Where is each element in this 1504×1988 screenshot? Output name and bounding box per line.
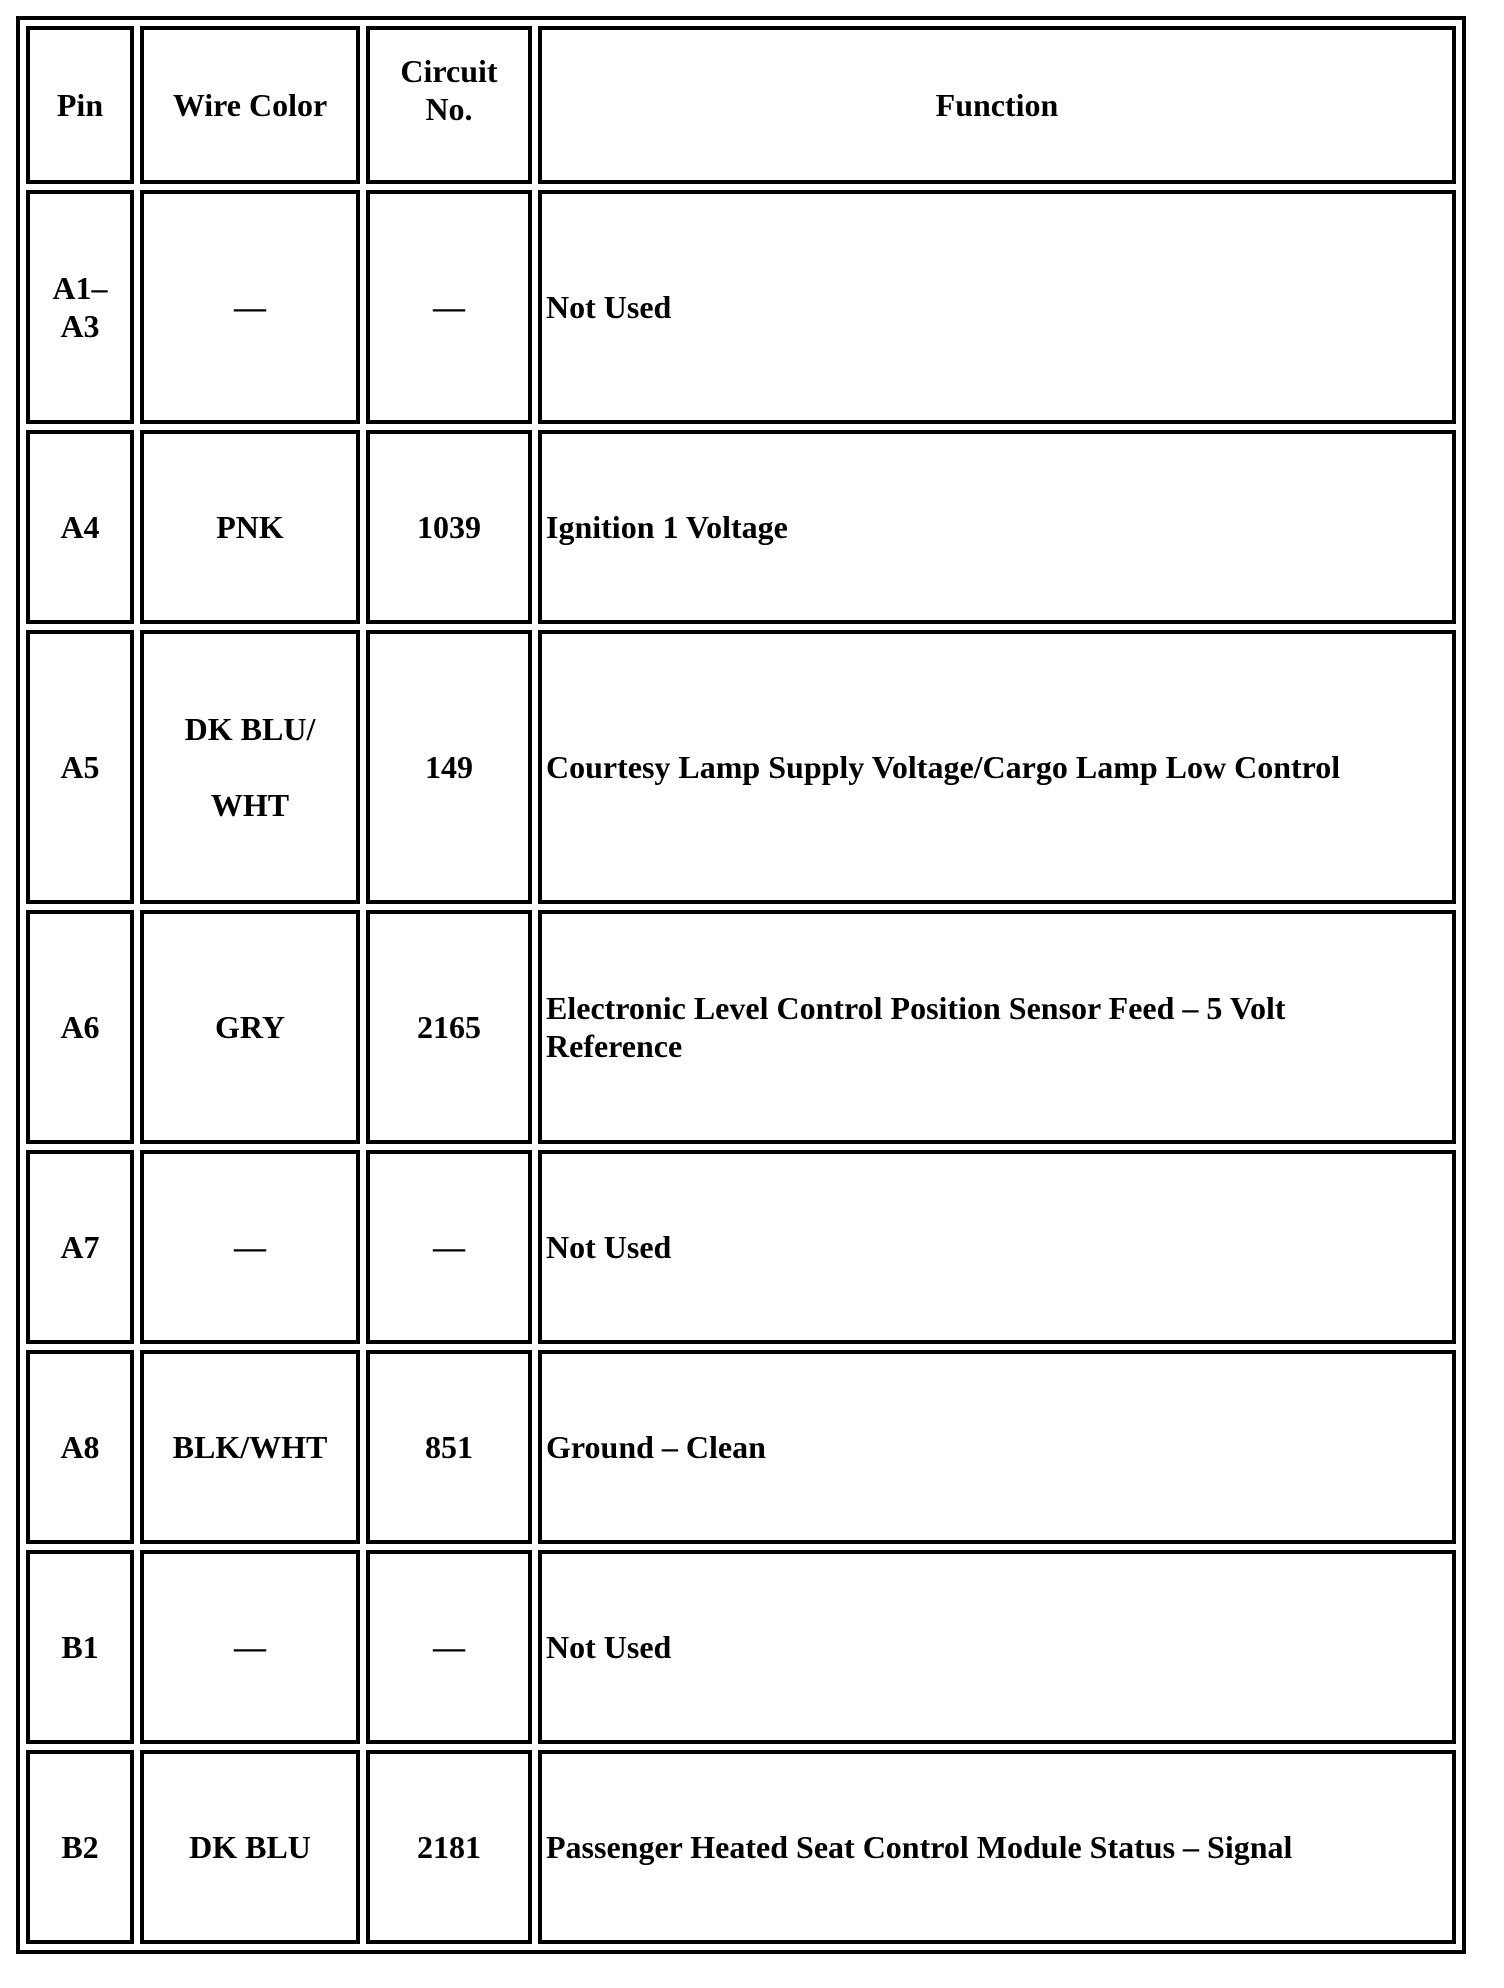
table-row bbox=[26, 1550, 1456, 1744]
pin-cell: B2 bbox=[26, 1750, 134, 1944]
header-pin: Pin bbox=[26, 26, 134, 184]
table-row bbox=[26, 630, 1456, 904]
function-cell: Ignition 1 Voltage bbox=[538, 430, 1456, 624]
function-cell: Passenger Heated Seat Control Module Status – Signal bbox=[538, 1750, 1456, 1944]
connector-pin-table bbox=[16, 16, 1466, 1954]
function-cell: Not Used bbox=[538, 1550, 1456, 1744]
function-cell: Electronic Level Control Position Sensor Feed – 5 Volt Reference bbox=[538, 910, 1456, 1144]
wire-color-cell: BLK/WHT bbox=[140, 1350, 360, 1544]
pin-cell: A7 bbox=[26, 1150, 134, 1344]
wire-color-cell: DK BLU/ WHT bbox=[140, 630, 360, 904]
wire-color-cell: PNK bbox=[140, 430, 360, 624]
pin-cell: A5 bbox=[26, 630, 134, 904]
table-header-row bbox=[26, 26, 1456, 184]
wire-color-cell: GRY bbox=[140, 910, 360, 1144]
circuit-cell: 149 bbox=[366, 630, 532, 904]
table-row bbox=[26, 1750, 1456, 1944]
table-row bbox=[26, 1350, 1456, 1544]
circuit-cell: 851 bbox=[366, 1350, 532, 1544]
table-row bbox=[26, 910, 1456, 1144]
wire-color-cell: DK BLU bbox=[140, 1750, 360, 1944]
circuit-cell: — bbox=[366, 1550, 532, 1744]
table-row bbox=[26, 190, 1456, 424]
circuit-cell: 2165 bbox=[366, 910, 532, 1144]
pin-cell: A4 bbox=[26, 430, 134, 624]
pin-cell: A8 bbox=[26, 1350, 134, 1544]
header-circuit-no: Circuit No. bbox=[366, 26, 532, 184]
circuit-cell: 1039 bbox=[366, 430, 532, 624]
header-wire-color: Wire Color bbox=[140, 26, 360, 184]
pin-cell: A6 bbox=[26, 910, 134, 1144]
table-row bbox=[26, 1150, 1456, 1344]
pin-cell: B1 bbox=[26, 1550, 134, 1744]
circuit-cell: 2181 bbox=[366, 1750, 532, 1944]
function-cell: Courtesy Lamp Supply Voltage/Cargo Lamp Low Control bbox=[538, 630, 1456, 904]
table-row bbox=[26, 430, 1456, 624]
wire-color-cell: — bbox=[140, 1550, 360, 1744]
circuit-cell: — bbox=[366, 1150, 532, 1344]
circuit-cell: — bbox=[366, 190, 532, 424]
header-function: Function bbox=[538, 26, 1456, 184]
wire-color-cell: — bbox=[140, 1150, 360, 1344]
function-cell: Not Used bbox=[538, 1150, 1456, 1344]
function-cell: Not Used bbox=[538, 190, 1456, 424]
pin-cell: A1– A3 bbox=[26, 190, 134, 424]
wire-color-cell: — bbox=[140, 190, 360, 424]
function-cell: Ground – Clean bbox=[538, 1350, 1456, 1544]
